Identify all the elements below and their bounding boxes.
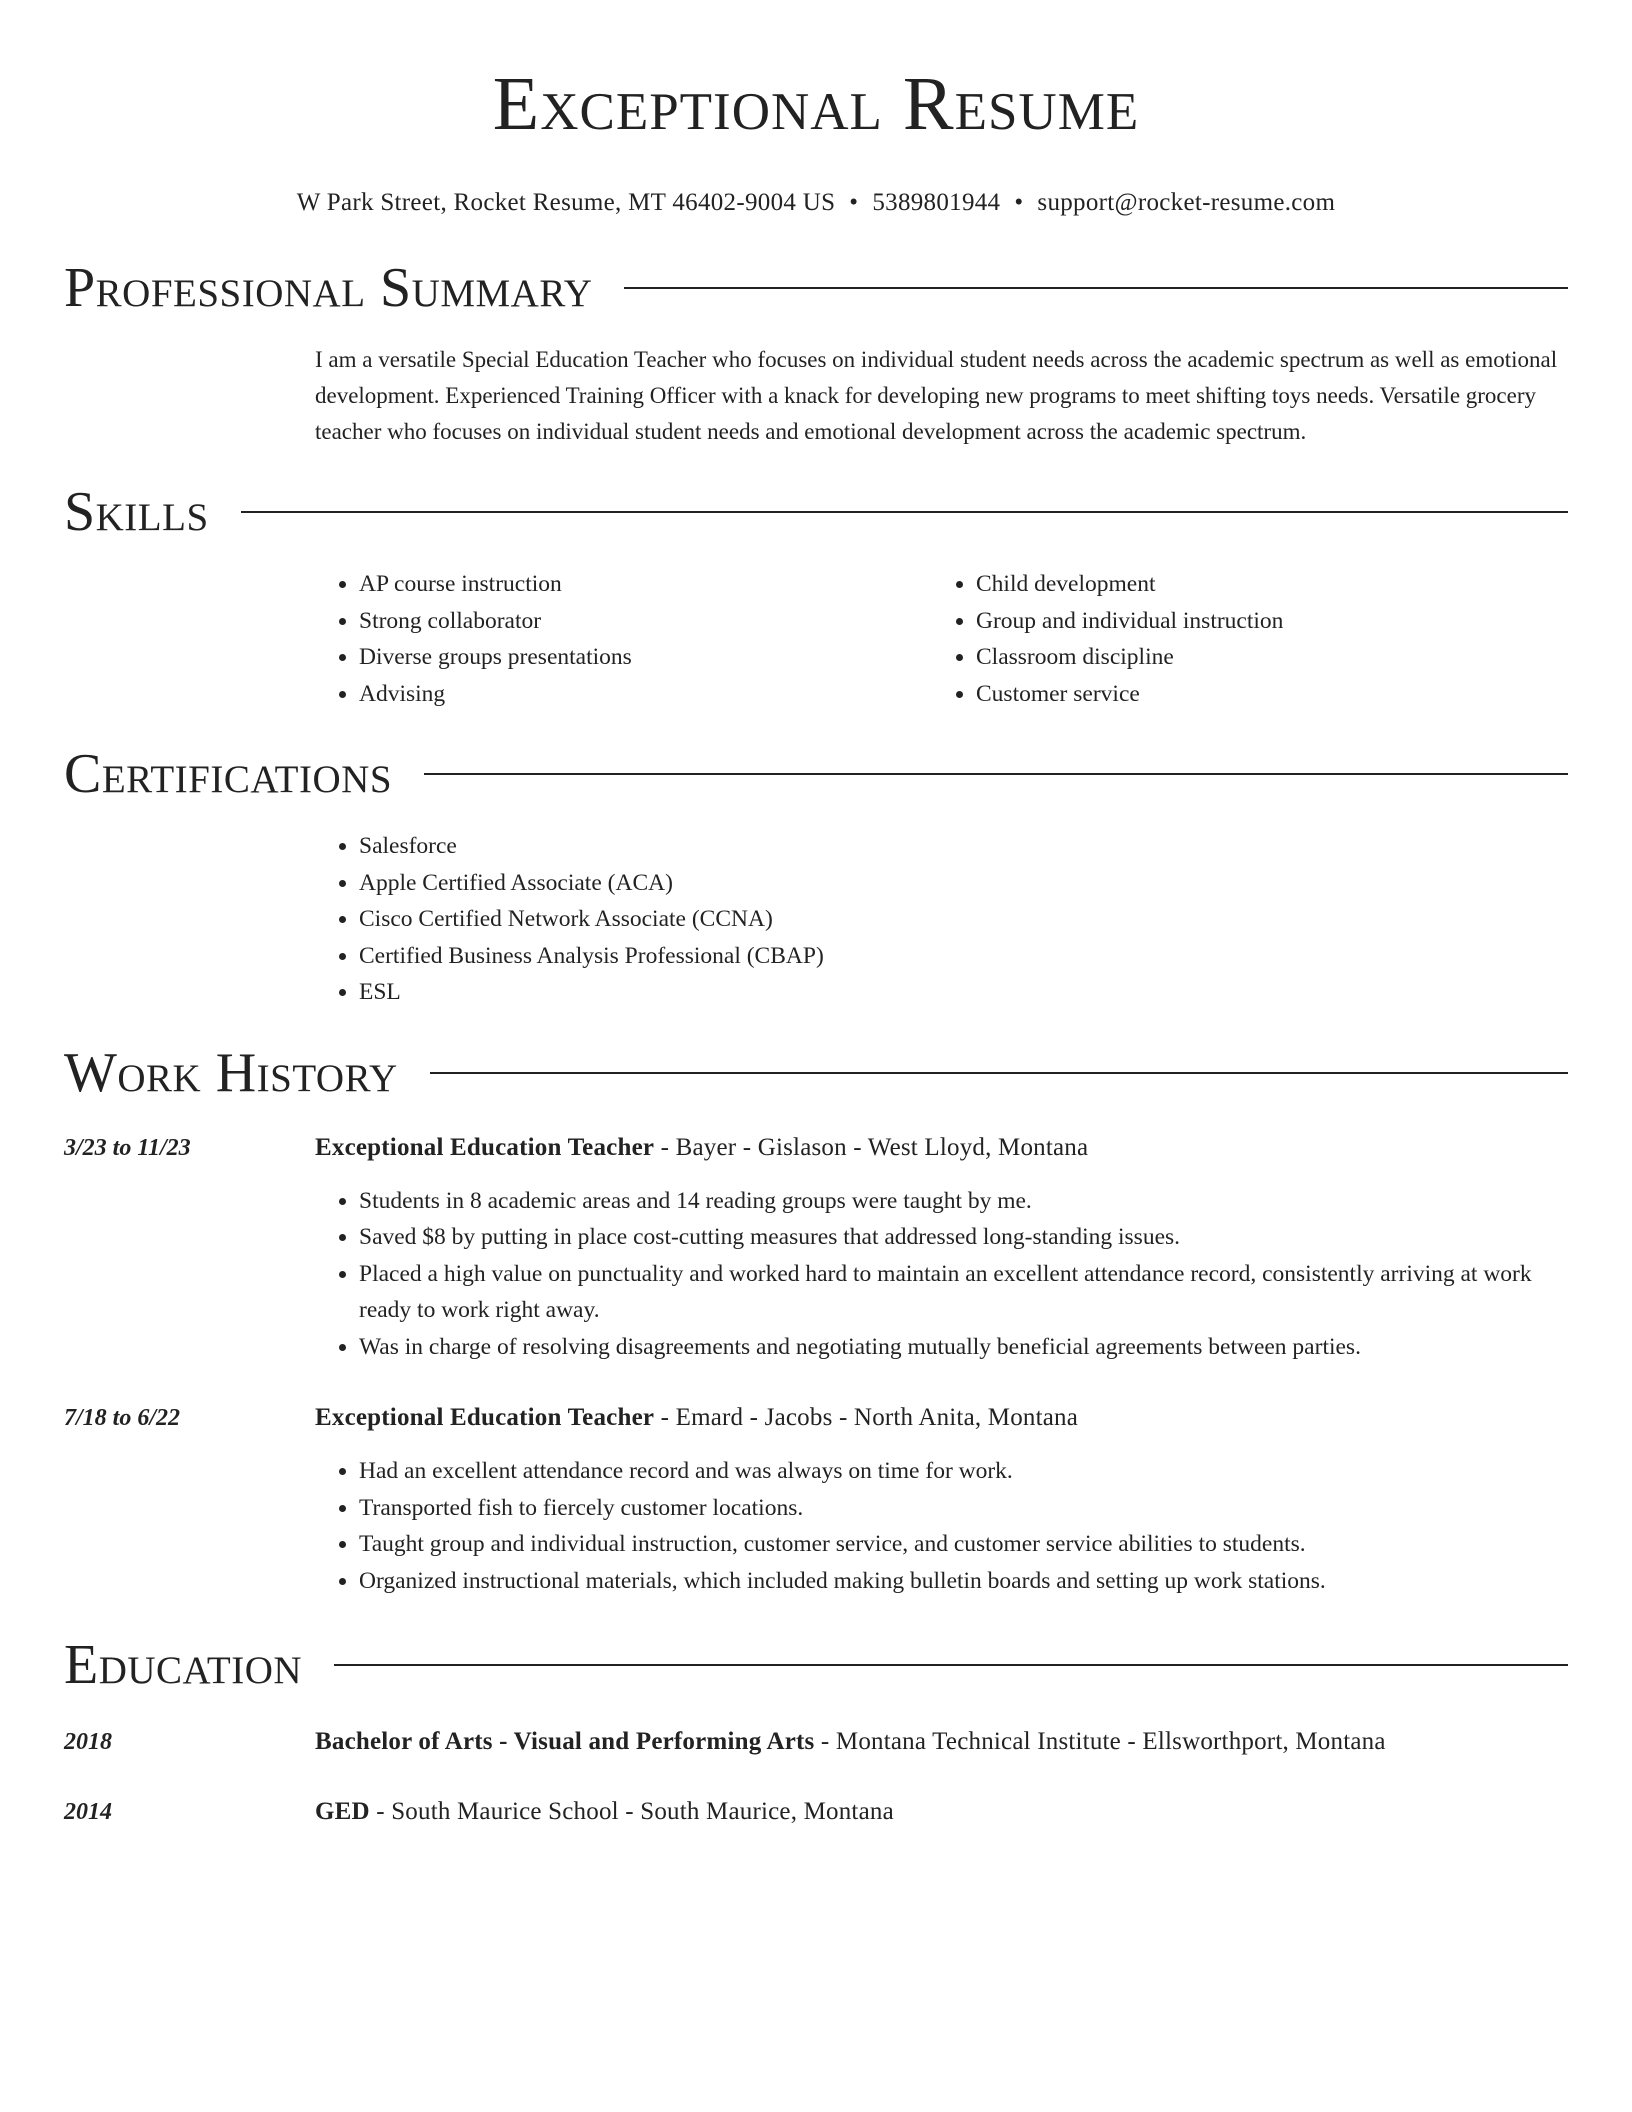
skills-section-header	[64, 480, 1568, 544]
skill-item: • Classroom discipline	[976, 639, 1549, 676]
work-section-header	[64, 1041, 1568, 1105]
job-bullet: • Saved $8 by putting in place cost-cutting measures that addressed long-standing issues.	[359, 1219, 1568, 1256]
skills-column-left	[315, 566, 932, 712]
skill-item: • Diverse groups presentations	[359, 639, 932, 676]
education-line	[315, 1795, 894, 1829]
certifications-list	[315, 828, 1568, 1011]
certification-item: • Apple Certified Associate (ACA)	[359, 865, 1568, 902]
job-bullet: • Organized instructional materials, which included making bulletin boards and setting up work stations.	[359, 1563, 1568, 1600]
summary-heading: Professional Summary	[64, 257, 593, 319]
section-divider	[624, 287, 1568, 289]
job-bullets	[315, 1453, 1568, 1599]
summary-text: I am a versatile Special Education Teacher who focuses on individual student needs across the academic spectrum as well as emotional development. Experienced Training Officer with a knack for developing new programs to meet shifting toys needs. Versatile grocery teacher who focuses on individual student needs and emotional development across the academic spectrum.	[315, 347, 1558, 444]
job-entry	[64, 1401, 1568, 1599]
resume-name: Exceptional Resume	[492, 62, 1140, 146]
skill-item: • Advising	[359, 676, 932, 713]
skill-item: • Child development	[976, 566, 1549, 603]
contact-address: W Park Street, Rocket Resume, MT 46402-9004 US	[296, 189, 836, 216]
education-school: - Montana Technical Institute - Ellsworthport, Montana	[814, 1728, 1386, 1755]
job-bullet: • Placed a high value on punctuality and worked hard to maintain an excellent attendance record, consistently arriving at work ready to work right away.	[359, 1256, 1568, 1329]
contact-email: support@rocket-resume.com	[1037, 189, 1336, 216]
skill-item: • AP course instruction	[359, 566, 932, 603]
skills-heading: Skills	[64, 481, 209, 543]
section-divider	[241, 511, 1568, 513]
contact-separator: •	[849, 189, 859, 216]
skill-item: • Customer service	[976, 676, 1549, 713]
education-school: - South Maurice School - South Maurice, Montana	[369, 1798, 894, 1825]
education-section-header	[64, 1633, 1568, 1697]
job-dates: 3/23 to 11/23	[64, 1134, 191, 1161]
job-entry	[64, 1131, 1568, 1366]
job-employer: - Bayer - Gislason - West Lloyd, Montana	[654, 1133, 1089, 1161]
job-bullet: • Was in charge of resolving disagreements and negotiating mutually beneficial agreements between parties.	[359, 1329, 1568, 1366]
education-entry	[64, 1725, 1568, 1759]
job-bullet: • Transported fish to fiercely customer locations.	[359, 1490, 1568, 1527]
job-title-line	[315, 1401, 1568, 1435]
section-divider	[424, 773, 1568, 775]
certification-item: • Cisco Certified Network Associate (CCNA)	[359, 901, 1568, 938]
education-year: 2014	[64, 1799, 112, 1825]
education-heading: Education	[64, 1634, 303, 1696]
job-dates: 7/18 to 6/22	[64, 1405, 181, 1431]
skill-item: • Group and individual instruction	[976, 603, 1549, 640]
certification-item: • ESL	[359, 974, 1568, 1011]
contact-line	[64, 186, 1568, 220]
education-line	[315, 1725, 1386, 1759]
skills-list	[315, 566, 1568, 712]
job-bullet: • Taught group and individual instruction, customer service, and customer service abilities to students.	[359, 1526, 1568, 1563]
certifications-section-header	[64, 742, 1568, 806]
job-bullet: • Had an excellent attendance record and was always on time for work.	[359, 1453, 1568, 1490]
skill-item: • Strong collaborator	[359, 603, 932, 640]
job-title: Exceptional Education Teacher	[315, 1404, 655, 1431]
job-bullet: • Students in 8 academic areas and 14 reading groups were taught by me.	[359, 1183, 1568, 1220]
certification-item: • Salesforce	[359, 828, 1568, 865]
summary-section-header	[64, 256, 1568, 320]
education-entry	[64, 1795, 1568, 1829]
work-heading: Work History	[64, 1041, 398, 1104]
certifications-heading: Certifications	[64, 743, 393, 805]
section-divider	[334, 1664, 1568, 1666]
education-degree: Bachelor of Arts - Visual and Performing Arts	[315, 1728, 815, 1755]
job-bullets	[315, 1183, 1568, 1366]
contact-separator: •	[1014, 189, 1024, 216]
education-degree: GED	[315, 1798, 370, 1825]
skills-column-right	[932, 566, 1549, 712]
contact-phone: 5389801944	[872, 189, 1001, 216]
certification-item: • Certified Business Analysis Professional (CBAP)	[359, 938, 1568, 975]
job-title-line	[315, 1131, 1568, 1165]
job-title: Exceptional Education Teacher	[315, 1133, 655, 1161]
section-divider	[430, 1072, 1568, 1074]
job-employer: - Emard - Jacobs - North Anita, Montana	[654, 1404, 1079, 1431]
education-year: 2018	[64, 1729, 112, 1755]
